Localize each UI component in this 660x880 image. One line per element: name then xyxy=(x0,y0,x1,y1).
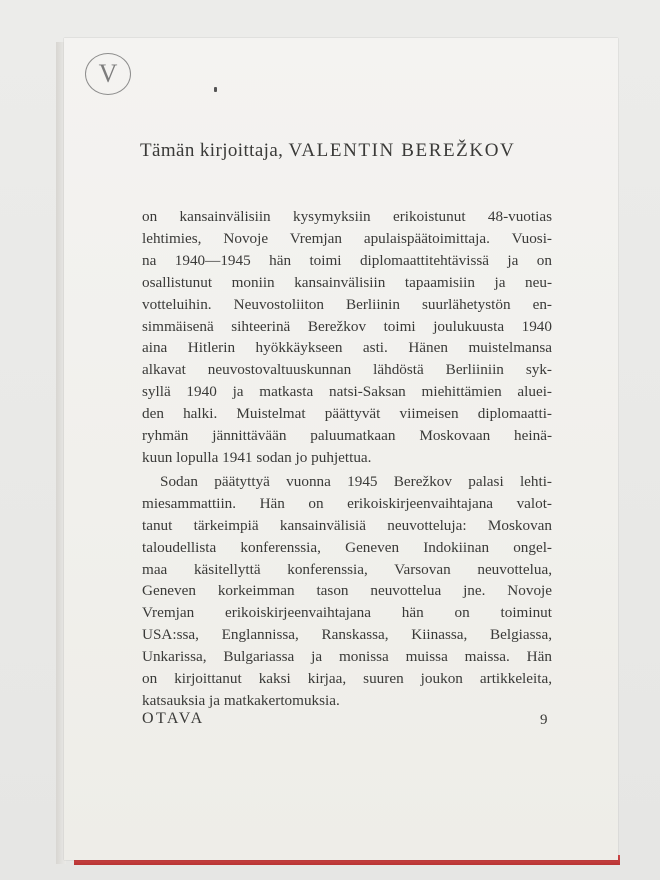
page-number: 9 xyxy=(540,712,548,728)
text-line: tanut tärkeimpiä kansainvälisiä neuvotteluja: Moskovan xyxy=(142,516,552,534)
text-line: na 1940—1945 hän toimi diplomaattitehtävissä ja on xyxy=(142,251,552,269)
text-line: alkavat neuvostovaltuuskunnan lähdöstä Berliiniin syk- xyxy=(142,361,552,379)
text-line: maa käsitellyttä konferenssia, Varsovan neuvottelua, xyxy=(142,560,552,578)
blurb-text xyxy=(142,206,552,712)
text-line: katsauksia ja matkakertomuksia. xyxy=(142,691,340,709)
text-line: miesammattiin. Hän on erikoiskirjeenvaihtajana valot- xyxy=(142,494,552,512)
text-line: USA:ssa, Englannissa, Ranskassa, Kiinassa, Belgiassa, xyxy=(142,626,552,644)
text-line: on kansainvälisiin kysymyksiin erikoistunut 48-vuotias xyxy=(142,208,552,225)
text-line: taloudellista konferenssia, Geneven Indokiinan ongel- xyxy=(142,538,552,556)
text-line: osallistunut moniin kansainvälisiin tapaamisiin ja neu- xyxy=(142,273,552,291)
text-line: Sodan päätyttyä vuonna 1945 Berežkov palasi lehti- xyxy=(160,472,552,490)
text-line: ryhmän jännittävään paluumatkaan Moskovaan heinä- xyxy=(142,427,552,445)
text-line: kuun lopulla 1941 sodan jo puhjettua. xyxy=(142,448,372,466)
ink-mark xyxy=(214,87,217,92)
text-line: Geneven korkeimman tason neuvottelua jne. Novoje xyxy=(142,582,552,600)
text-line: simmäisenä sihteerinä Berežkov toimi joulukuusta 1940 xyxy=(142,317,552,335)
text-line: Vremjan erikoiskirjeenvaihtajana hän on toiminut xyxy=(142,604,552,622)
heading-lead: Tämän kirjoittaja, xyxy=(140,140,284,161)
text-line: on kirjoittanut kaksi kirjaa, suuren joukon artikkeleita, xyxy=(142,670,552,688)
author-name: VALENTIN BEREŽKOV xyxy=(288,140,516,161)
text-line: syllä 1940 ja matkasta natsi-Saksan miehittämien aluei- xyxy=(142,383,552,401)
publisher-name: OTAVA xyxy=(142,710,205,727)
stamp-letter: V xyxy=(98,59,118,88)
text-line: lehtimies, Novoje Vremjan apulaispäätoimittaja. Vuosi- xyxy=(142,229,552,247)
text-line: votteluihin. Neuvostoliiton Berliinin suurlähetystön en- xyxy=(142,295,552,313)
text-line: aina Hitlerin hyökkäykseen asti. Hänen muistelmansa xyxy=(142,339,552,357)
author-heading xyxy=(140,140,515,162)
text-line: den halki. Muistelmat päättyvät viimeisen diplomaatti- xyxy=(142,405,552,423)
v-stamp-icon xyxy=(85,53,131,95)
text-line: Unkarissa, Bulgariassa ja monissa muissa maissa. Hän xyxy=(142,648,552,666)
